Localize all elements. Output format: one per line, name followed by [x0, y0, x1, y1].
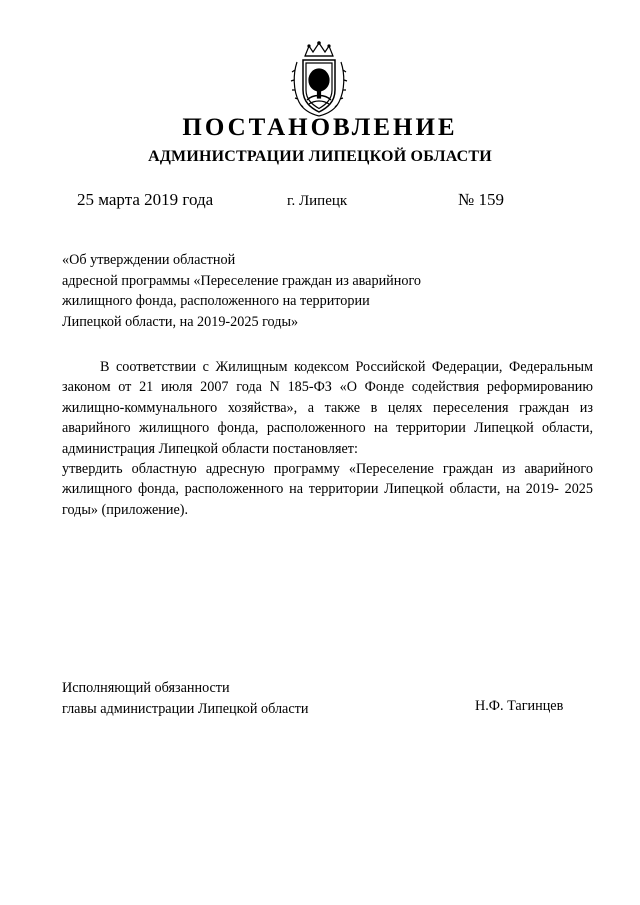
document-number: № 159: [458, 190, 504, 209]
body-line: утвердить областную адресную программу «Переселение граждан из аварийного: [62, 460, 593, 477]
signature-position-line: главы администрации Липецкой области: [62, 700, 309, 717]
subject-line: Липецкой области, на 2019-2025 годы»: [62, 313, 299, 330]
body-line: годы» (приложение).: [62, 501, 189, 518]
document-subtitle: АДМИНИСТРАЦИИ ЛИПЕЦКОЙ ОБЛАСТИ: [148, 148, 492, 165]
document-subject: [62, 250, 482, 332]
subject-line: адресной программы «Переселение граждан из аварийного: [62, 272, 422, 289]
body-line: В соответствии с Жилищным кодексом Российской Федерации, Федеральным: [100, 359, 593, 375]
signature-name: Н.Ф. Тагинцев: [475, 698, 564, 714]
body-line: аварийного жилищного фонда, расположенного на территории Липецкой области,: [62, 420, 593, 437]
lipetsk-coat-of-arms-icon: [287, 40, 351, 120]
body-line: жилищного фонда, расположенного на территории Липецкой области, на 2019- 2025: [62, 481, 593, 498]
document-city: г. Липецк: [287, 193, 348, 209]
body-line: администрация Липецкой области постановляет:: [62, 440, 358, 457]
subject-line: жилищного фонда, расположенного на территории: [62, 293, 370, 309]
document-body: [62, 357, 593, 520]
subject-line: «Об утверждении областной: [62, 252, 236, 268]
body-line: законом от 21 июля 2007 года N 185-ФЗ «О Фонде содействия реформированию: [62, 379, 593, 396]
signature-position: [62, 678, 308, 719]
body-line: жилищно-коммунального хозяйства», а также в целях переселения граждан из: [62, 399, 593, 416]
document-date: 25 марта 2019 года: [77, 190, 214, 209]
document-title: ПОСТАНОВЛЕНИЕ: [182, 114, 458, 141]
signature-position-line: Исполняющий обязанности: [62, 680, 230, 696]
